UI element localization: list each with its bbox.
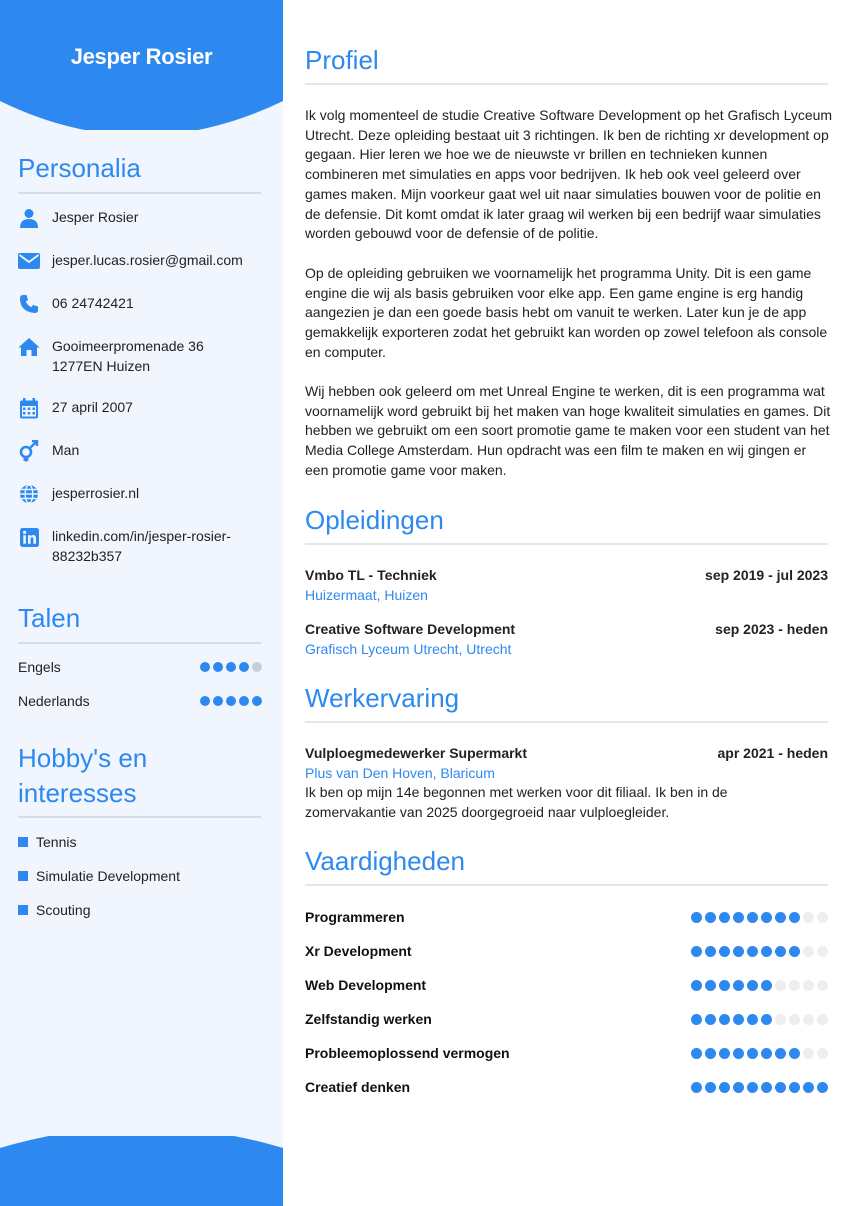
contact-email[interactable]: [18, 250, 268, 272]
rating-dot-filled: [705, 1014, 716, 1025]
skill-row: [305, 1079, 828, 1095]
rating-dot-filled: [200, 662, 210, 672]
rating-dot-filled: [691, 946, 702, 957]
rating-dot-filled: [789, 912, 800, 923]
globe-icon: [18, 483, 40, 505]
rating-dot-filled: [803, 1082, 814, 1093]
talen-divider: [18, 642, 261, 644]
envelope-icon: [18, 250, 40, 272]
rating-dot-filled: [719, 1048, 730, 1059]
bullet-square-icon: [18, 905, 28, 915]
rating-dot-filled: [719, 1014, 730, 1025]
contact-gender-text: Man: [52, 442, 80, 458]
skill-name: Programmeren: [305, 909, 405, 925]
rating-dot-empty: [252, 662, 262, 672]
talen-title: Talen: [18, 603, 81, 633]
rating-dot-filled: [705, 980, 716, 991]
rating-dot-empty: [803, 912, 814, 923]
skill-level-dots: [691, 980, 828, 991]
rating-dot-filled: [761, 1048, 772, 1059]
work-place: Plus van Den Hoven, Blaricum: [305, 765, 495, 781]
skill-name: Web Development: [305, 977, 427, 993]
language-item: [18, 693, 262, 709]
hobby-item: [18, 902, 90, 918]
skill-level-dots: [691, 946, 828, 957]
contact-name-text: Jesper Rosier: [52, 209, 139, 225]
rating-dot-filled: [705, 912, 716, 923]
education-name: Vmbo TL - Techniek: [305, 567, 437, 583]
work-name: Vulploegmedewerker Supermarkt: [305, 745, 528, 761]
skill-row: [305, 977, 828, 993]
address-line-1: Gooimeerpromenade 36: [52, 338, 204, 354]
rating-dot-filled: [775, 912, 786, 923]
rating-dot-filled: [733, 1048, 744, 1059]
rating-dot-filled: [691, 1082, 702, 1093]
work-period: apr 2021 - heden: [717, 745, 828, 761]
personalia-title: Personalia: [18, 153, 141, 183]
werkervaring-divider: [305, 721, 828, 723]
rating-dot-filled: [239, 662, 249, 672]
rating-dot-filled: [817, 1082, 828, 1093]
calendar-icon: [18, 397, 40, 419]
contact-website[interactable]: [18, 483, 268, 505]
rating-dot-filled: [761, 912, 772, 923]
rating-dot-filled: [213, 696, 223, 706]
rating-dot-filled: [747, 1014, 758, 1025]
sidebar: [0, 0, 283, 1206]
language-name: Engels: [18, 659, 61, 675]
contact-website-text[interactable]: jesperrosier.nl: [52, 485, 140, 501]
skill-row: [305, 1011, 828, 1027]
work-description: Ik ben op mijn 14e begonnen met werken voor dit filiaal. Ik ben in de zomervakantie van 2025 doorgegroeid naar vulploegleider.: [305, 784, 728, 820]
skill-name: Zelfstandig werken: [305, 1011, 432, 1027]
rating-dot-filled: [705, 1082, 716, 1093]
rating-dot-filled: [200, 696, 210, 706]
rating-dot-empty: [817, 1048, 828, 1059]
rating-dot-filled: [747, 980, 758, 991]
rating-dot-filled: [733, 1014, 744, 1025]
rating-dot-filled: [789, 1048, 800, 1059]
hobby-item: [18, 834, 76, 850]
rating-dot-empty: [775, 1014, 786, 1025]
rating-dot-empty: [775, 980, 786, 991]
werkervaring-title: Werkervaring: [305, 683, 460, 713]
rating-dot-filled: [789, 946, 800, 957]
address-line-2: 1277EN Huizen: [52, 358, 151, 374]
bullet-square-icon: [18, 837, 28, 847]
rating-dot-filled: [252, 696, 262, 706]
profiel-paragraph: Ik volg momenteel de studie Creative Software Development op het Grafisch Lyceum Utrecht. Deze opleiding bestaat uit 3 richtingen. Ik ben de richting xr development op gegaan. Hier leren we hoe we de nieuwste vr brillen en technieken kunnen combineren met simulaties en apps voor bedrijven. Ik heb ook veel geleerd over games maken. Mijn voorkeur gaat wel uit naar simulaties bouwen voor de politie en de defensie. Dit komt omdat ik later graag wil werken bij een bedrijf waar simulaties worden gebouwd voor de defensie of de politie.: [305, 107, 833, 242]
personalia-divider: [18, 192, 261, 194]
language-level-dots: [200, 696, 262, 706]
rating-dot-filled: [691, 912, 702, 923]
contact-linkedin[interactable]: [18, 526, 268, 566]
rating-dot-filled: [775, 1082, 786, 1093]
rating-dot-filled: [705, 1048, 716, 1059]
skill-name: Creatief denken: [305, 1079, 411, 1095]
vaardigheden-title: Vaardigheden: [305, 846, 465, 876]
rating-dot-filled: [733, 946, 744, 957]
rating-dot-filled: [761, 1014, 772, 1025]
skill-name: Probleemoplossend vermogen: [305, 1045, 510, 1061]
rating-dot-filled: [747, 946, 758, 957]
skill-row: [305, 909, 828, 925]
hobbies-title-line-2: interesses: [18, 778, 137, 808]
rating-dot-empty: [803, 1048, 814, 1059]
phone-icon: [18, 293, 40, 315]
rating-dot-filled: [789, 1082, 800, 1093]
skill-level-dots: [691, 912, 828, 923]
rating-dot-filled: [226, 662, 236, 672]
hobby-item: [18, 868, 180, 884]
rating-dot-filled: [705, 946, 716, 957]
footer-wave: [0, 1136, 283, 1206]
education-period: sep 2019 - jul 2023: [705, 567, 828, 583]
person-name: Jesper Rosier: [70, 44, 213, 69]
contact-name: [18, 207, 268, 229]
vaardigheden-divider: [305, 884, 828, 886]
home-icon: [18, 336, 40, 358]
rating-dot-empty: [817, 912, 828, 923]
gender-icon: [18, 440, 40, 462]
skill-level-dots: [691, 1048, 828, 1059]
rating-dot-filled: [761, 946, 772, 957]
rating-dot-filled: [691, 980, 702, 991]
profiel-divider: [305, 83, 828, 85]
rating-dot-filled: [719, 912, 730, 923]
rating-dot-empty: [803, 980, 814, 991]
rating-dot-filled: [239, 696, 249, 706]
education-place: Huizermaat, Huizen: [305, 587, 428, 603]
rating-dot-filled: [775, 1048, 786, 1059]
work-entry-header: [305, 745, 828, 761]
skill-row: [305, 1045, 828, 1061]
rating-dot-empty: [803, 1014, 814, 1025]
opleidingen-title: Opleidingen: [305, 505, 444, 535]
education-place: Grafisch Lyceum Utrecht, Utrecht: [305, 641, 512, 657]
rating-dot-empty: [803, 946, 814, 957]
hobby-label: Scouting: [36, 902, 91, 918]
bullet-square-icon: [18, 871, 28, 881]
education-entry-header: [305, 567, 828, 583]
rating-dot-filled: [691, 1014, 702, 1025]
rating-dot-filled: [719, 980, 730, 991]
contact-phone-text[interactable]: 06 24742421: [52, 295, 134, 311]
hobbies-divider: [18, 816, 261, 818]
contact-linkedin-text[interactable]: [52, 526, 231, 566]
rating-dot-filled: [747, 912, 758, 923]
contact-address-text: [52, 336, 204, 376]
education-entry-header: [305, 621, 828, 637]
contact-birthdate: [18, 397, 268, 419]
skill-level-dots: [691, 1014, 828, 1025]
profiel-paragraph: Wij hebben ook geleerd om met Unreal Engine te werken, dit is een programma wat voornamelijk word gebruikt bij het maken van hoge kwaliteit simulaties en games. Dit hebben we gebruikt om een soort promotie game te maken voor een student van het Media College Amsterdam. Hun opdracht was een film te maken en wij gingen er een promotie game voor maken.: [305, 383, 831, 478]
hobbies-title: [18, 741, 147, 811]
language-level-dots: [200, 662, 262, 672]
hobby-label: Simulatie Development: [36, 868, 180, 884]
skill-level-dots: [691, 1082, 828, 1093]
skill-row: [305, 943, 828, 959]
rating-dot-filled: [691, 1048, 702, 1059]
skill-name: Xr Development: [305, 943, 412, 959]
contact-address: [18, 336, 268, 376]
language-item: [18, 659, 262, 675]
education-name: Creative Software Development: [305, 621, 516, 637]
rating-dot-empty: [817, 946, 828, 957]
rating-dot-empty: [789, 1014, 800, 1025]
rating-dot-empty: [789, 980, 800, 991]
rating-dot-filled: [747, 1048, 758, 1059]
contact-phone[interactable]: [18, 293, 268, 315]
linkedin-icon: [18, 526, 40, 548]
language-name: Nederlands: [18, 693, 90, 709]
linkedin-line-1[interactable]: linkedin.com/in/jesper-rosier-: [52, 528, 231, 544]
rating-dot-filled: [761, 1082, 772, 1093]
rating-dot-empty: [817, 1014, 828, 1025]
contact-birthdate-text: 27 april 2007: [52, 399, 133, 415]
rating-dot-filled: [733, 912, 744, 923]
rating-dot-filled: [213, 662, 223, 672]
rating-dot-empty: [817, 980, 828, 991]
rating-dot-filled: [719, 1082, 730, 1093]
linkedin-line-2[interactable]: 88232b357: [52, 548, 123, 564]
contact-gender: [18, 440, 268, 462]
rating-dot-filled: [733, 1082, 744, 1093]
rating-dot-filled: [747, 1082, 758, 1093]
rating-dot-filled: [761, 980, 772, 991]
rating-dot-filled: [719, 946, 730, 957]
profiel-paragraph: Op de opleiding gebruiken we voornamelijk het programma Unity. Dit is een game engine die wij als basis gebruiken voor elke app. Een game engine is erg handig aangezien je dan een goede basis hebt om vanuit te werken. Later kun je de app gemakkelijk exporteren zodat het gebruikt kan worden op zowel telefoon als console en computer.: [305, 265, 828, 360]
education-period: sep 2023 - heden: [715, 621, 828, 637]
rating-dot-filled: [733, 980, 744, 991]
contact-email-text[interactable]: jesper.lucas.rosier@gmail.com: [52, 252, 243, 268]
rating-dot-filled: [775, 946, 786, 957]
rating-dot-filled: [226, 696, 236, 706]
profiel-title: Profiel: [305, 45, 379, 75]
user-icon: [18, 207, 40, 229]
hobby-label: Tennis: [36, 834, 77, 850]
hobbies-title-line-1: Hobby's en: [18, 743, 148, 773]
opleidingen-divider: [305, 543, 828, 545]
